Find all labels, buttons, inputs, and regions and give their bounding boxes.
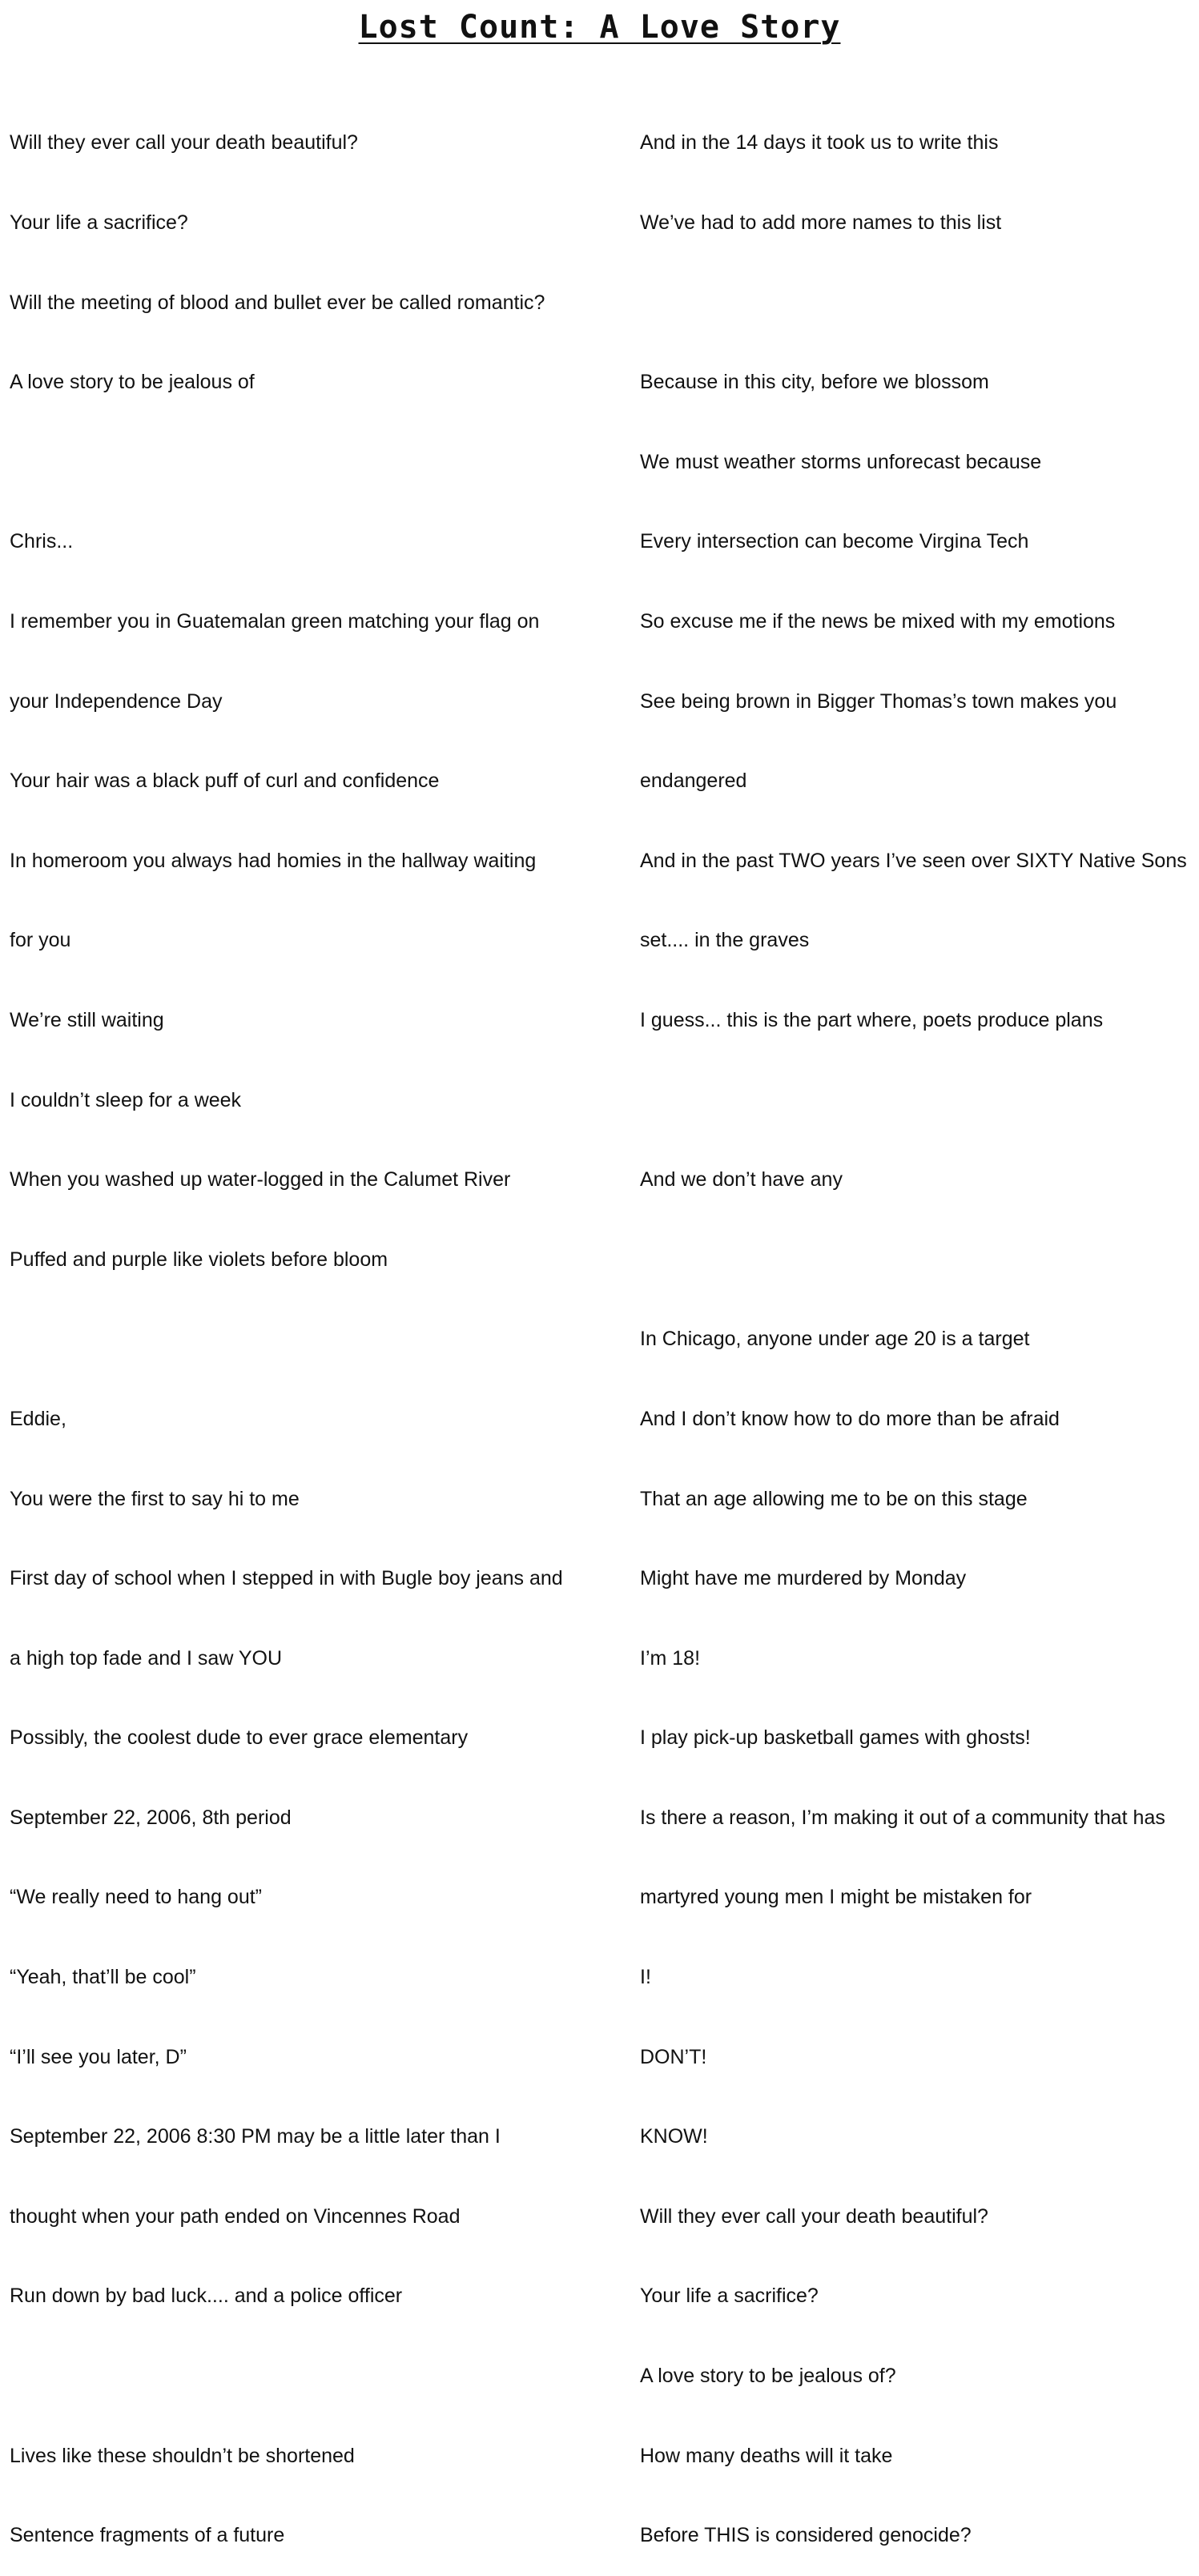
- poem-line: a high top fade and I saw YOU: [10, 1646, 283, 1670]
- poem-line: “We really need to hang out”: [10, 1886, 263, 1909]
- poem-line: “I’ll see you later, D”: [10, 2045, 187, 2068]
- poem-line: [10, 2363, 618, 2389]
- poem-line: I!: [640, 1966, 651, 1989]
- poem-line: We’ve had to add more names to this list: [640, 211, 1002, 234]
- poem-line: [640, 1087, 1193, 1114]
- poem-line: We must weather storms unforecast because: [640, 450, 1042, 473]
- right-column: [640, 77, 1193, 2576]
- poem-line: So excuse me if the news be mixed with my emotions: [640, 609, 1116, 633]
- poem-line: [640, 290, 1193, 316]
- poem-line: In Chicago, anyone under age 20 is a target: [640, 1328, 1030, 1351]
- poem-line: DON’T!: [640, 2045, 707, 2068]
- poem-line: Is there a reason, I’m making it out of a community that has: [640, 1806, 1165, 1829]
- poem-line: I remember you in Guatemalan green matching your flag on: [10, 609, 540, 633]
- poem-line: [10, 1326, 618, 1352]
- poem-line: A love story to be jealous of?: [640, 2365, 896, 2388]
- poem-line: Run down by bad luck.... and a police officer: [10, 2285, 403, 2308]
- poem-title: [0, 5, 1199, 50]
- poem-line: When you washed up water-logged in the Calumet River: [10, 1168, 511, 1192]
- poem-line: for you: [10, 929, 71, 952]
- poem-line: That an age allowing me to be on this stage: [640, 1487, 1028, 1510]
- poem-line: Sentence fragments of a future: [10, 2524, 285, 2547]
- poem-line: First day of school when I stepped in with Bugle boy jeans and: [10, 1567, 563, 1590]
- poem-line: KNOW!: [640, 2125, 708, 2148]
- poem-line: thought when your path ended on Vincennes Road: [10, 2204, 461, 2228]
- poem-line: martyred young men I might be mistaken for: [640, 1886, 1032, 1909]
- poem-line: Might have me murdered by Monday: [640, 1567, 967, 1590]
- poem-line: And we don’t have any: [640, 1168, 843, 1192]
- poem-line: Your life a sacrifice?: [10, 211, 188, 234]
- poem-line: Puffed and purple like violets before bloom: [10, 1248, 388, 1271]
- poem-line: Your life a sacrifice?: [640, 2285, 819, 2308]
- poem-line: Because in this city, before we blossom: [640, 371, 989, 394]
- poem-line: And in the past TWO years I’ve seen over SIXTY Native Sons: [640, 849, 1187, 872]
- poem-line: Will they ever call your death beautiful?: [10, 131, 358, 155]
- poem-line: And I don’t know how to do more than be afraid: [640, 1407, 1060, 1430]
- poem-line: set.... in the graves: [640, 929, 810, 952]
- poem-line: September 22, 2006 8:30 PM may be a little later than I: [10, 2125, 501, 2148]
- poem-line: Chris...: [10, 530, 74, 553]
- poem-line: Before THIS is considered genocide?: [640, 2524, 972, 2547]
- poem-line: Every intersection can become Virgina Tech: [640, 530, 1029, 553]
- poem-line: Will they ever call your death beautiful?: [640, 2204, 988, 2228]
- poem-line: [10, 449, 618, 476]
- poem-line: I couldn’t sleep for a week: [10, 1088, 242, 1111]
- poem-line: Your hair was a black puff of curl and confidence: [10, 770, 440, 793]
- poem-line: [640, 1247, 1193, 1273]
- poem-line: You were the first to say hi to me: [10, 1487, 300, 1510]
- poem-line: Eddie,: [10, 1407, 66, 1430]
- poem-line: And in the 14 days it took us to write this: [640, 131, 999, 155]
- poem-line: I play pick-up basketball games with ghosts!: [640, 1726, 1031, 1750]
- poem-line: endangered: [640, 770, 747, 793]
- poem-line: September 22, 2006, 8th period: [10, 1806, 292, 1829]
- poem-line: We’re still waiting: [10, 1008, 164, 1031]
- poem-line: Possibly, the coolest dude to ever grace elementary: [10, 1726, 469, 1750]
- left-column: [10, 77, 618, 2576]
- poem-line: In homeroom you always had homies in the hallway waiting: [10, 849, 537, 872]
- poem-line: I’m 18!: [640, 1646, 701, 1670]
- poem-line: A love story to be jealous of: [10, 371, 255, 394]
- poem-line: See being brown in Bigger Thomas’s town makes you: [640, 689, 1117, 713]
- poem-line: Will the meeting of blood and bullet ever be called romantic?: [10, 291, 545, 314]
- poem-line: “Yeah, that’ll be cool”: [10, 1966, 196, 1989]
- poem-line: Lives like these shouldn’t be shortened: [10, 2444, 355, 2467]
- poem-line: I guess... this is the part where, poets produce plans: [640, 1008, 1104, 1031]
- poem-line: How many deaths will it take: [640, 2444, 893, 2467]
- poem-title-text: Lost Count: A Love Story: [358, 9, 841, 46]
- poem-line: your Independence Day: [10, 689, 223, 713]
